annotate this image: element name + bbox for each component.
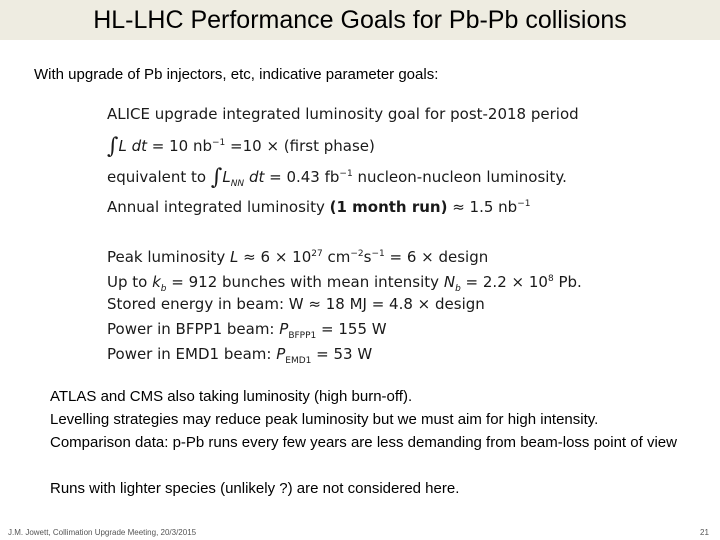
eq-l5-sup3: −1 [371, 249, 385, 259]
page-title: HL-LHC Performance Goals for Pb-Pb collisions [93, 6, 627, 34]
eq-line-8 [107, 319, 387, 346]
eq-l4-a: Annual integrated luminosity [107, 198, 330, 216]
eq-l9-a: Power in EMD1 beam: [107, 345, 277, 363]
note-line: ATLAS and CMS also taking luminosity (high burn-off). [50, 388, 413, 405]
eq-l4-sup: −1 [517, 199, 531, 209]
eq-l5-sup1: 27 [311, 249, 323, 259]
integral-symbol: ∫ [107, 134, 119, 159]
eq-line-1: ALICE upgrade integrated luminosity goal for post-2018 period [107, 105, 579, 123]
eq-l2-a: L dt [118, 137, 147, 155]
eq-l6-a: Up to [107, 273, 153, 291]
eq-line-5 [107, 244, 488, 267]
eq-l6-N: N [443, 273, 456, 291]
eq-l9-b: = 53 W [311, 345, 373, 363]
eq-l6-d: Pb. [553, 273, 582, 291]
eq-l5-L: L [230, 248, 239, 266]
eq-l3-c: = 0.43 fb [264, 168, 340, 186]
eq-l5-sup2: −2 [350, 249, 364, 259]
eq-l5-d: s [363, 248, 372, 266]
note-line: Comparison data: p-Pb runs every few years are less demanding from beam-loss point of view [50, 434, 677, 451]
eq-l9-sub: EMD1 [285, 356, 312, 366]
eq-l4-c: ≈ 1.5 nb [447, 198, 518, 216]
eq-l4-b: (1 month run) [329, 198, 448, 216]
eq-l6-sup: 8 [547, 274, 554, 284]
eq-l9-P: P [276, 345, 286, 363]
page-number: 21 [700, 528, 709, 537]
eq-l3-b: dt [244, 168, 265, 186]
eq-l3-sup: −1 [339, 169, 353, 179]
notes-block [50, 385, 690, 500]
eq-line-9 [107, 344, 372, 371]
eq-l8-P: P [279, 320, 289, 338]
eq-l8-b: = 155 W [316, 320, 387, 338]
eq-l8-sub: BFPP1 [288, 331, 317, 341]
eq-l5-b: ≈ 6 × 10 [238, 248, 312, 266]
intro-text: With upgrade of Pb injectors, etc, indicative parameter goals: [34, 66, 439, 83]
eq-line-4 [107, 194, 530, 217]
eq-line-2 [107, 133, 375, 159]
footer-author: J.M. Jowett, Collimation Upgrade Meeting, 20/3/2015 [8, 528, 197, 537]
eq-l6-sub2: b [455, 284, 461, 294]
eq-l2-c: =10 × (first phase) [225, 137, 375, 155]
eq-l6-b: = 912 bunches with mean intensity [166, 273, 444, 291]
eq-l3-sub: NN [230, 179, 245, 189]
note-line: Levelling strategies may reduce peak luminosity but we must aim for high intensity. [50, 411, 599, 428]
eq-l3-a: equivalent to [107, 168, 211, 186]
eq-l6-k: k [152, 273, 161, 291]
eq-l8-a: Power in BFPP1 beam: [107, 320, 280, 338]
eq-l6-sub: b [160, 284, 167, 294]
eq-line-3 [107, 164, 567, 194]
eq-l5-c: cm [322, 248, 351, 266]
eq-l5-a: Peak luminosity [107, 248, 231, 266]
eq-l2-b: = 10 nb [147, 137, 212, 155]
eq-l5-e: = 6 × design [384, 248, 489, 266]
closing-note: Runs with lighter species (unlikely ?) are not considered here. [50, 480, 460, 497]
eq-l2-sup: −1 [212, 138, 226, 148]
eq-l3-d: nucleon-nucleon luminosity. [352, 168, 567, 186]
eq-line-7: Stored energy in beam: W ≈ 18 MJ = 4.8 × design [107, 295, 485, 313]
eq-l6-c: = 2.2 × 10 [460, 273, 548, 291]
integral-symbol: ∫ [210, 165, 223, 190]
eq-l3-L: L [222, 168, 231, 186]
